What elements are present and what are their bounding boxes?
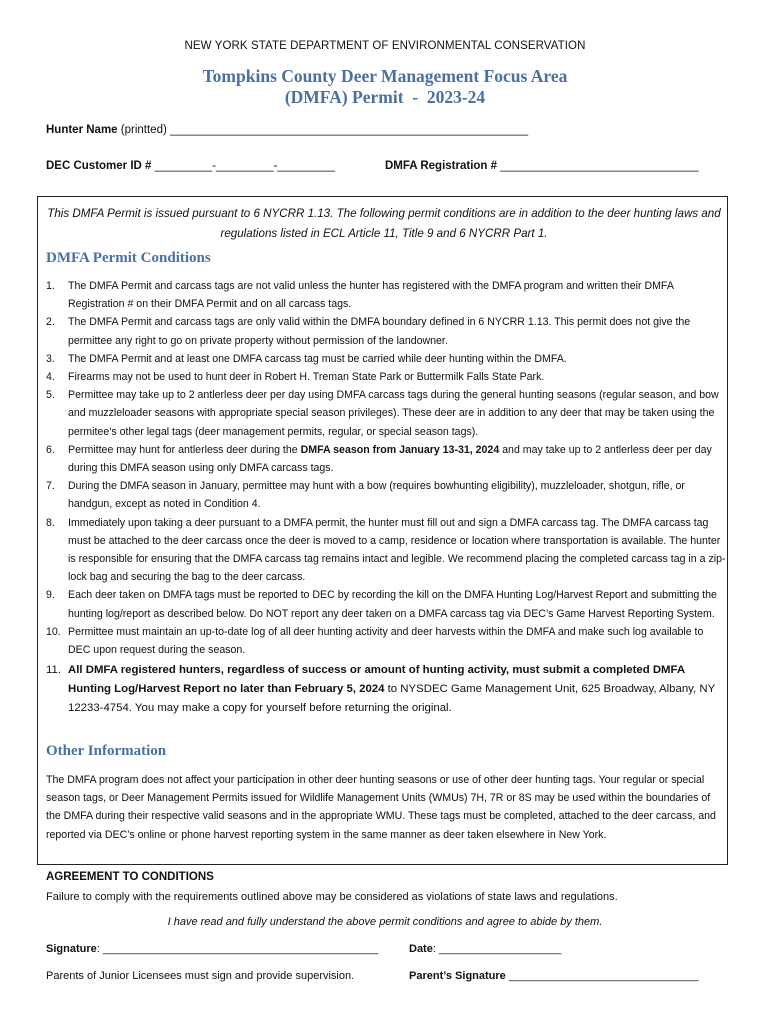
condition-text: The DMFA Permit and carcass tags are not valid unless the hunter has registered with the DMFA program and written their DMFA Registration # on their DMFA Permit and on all carcass tags. — [68, 280, 674, 311]
agreement-statement: I have read and fully understand the above permit conditions and agree to abide by them. — [167, 916, 603, 928]
condition-number: 6. — [46, 443, 55, 456]
customer-id-label: DEC Customer ID # — [46, 160, 155, 172]
hunter-name-blank[interactable]: ________________________________________________________ — [170, 124, 529, 136]
customer-id-field[interactable] — [46, 160, 335, 172]
condition-text: Permittee may take up to 2 antlerless deer per day using DMFA carcass tags during the general hunting seasons (regular season, and bow and muzzleloader seasons with appropriate special season privileges). These deer are in addition to any deer that may be taken using the permitee’s other legal tags (deer management permits, regular, or special season tags). — [68, 389, 719, 438]
condition-number: 4. — [46, 371, 55, 384]
permit-title — [0, 66, 770, 108]
intro-text: This DMFA Permit is issued pursuant to 6 NYCRR 1.13. The following permit conditions are in addition to the deer hunting laws and regulations listed in ECL Article 11, Title 9 and 6 NYCRR Part 1. — [47, 207, 721, 240]
date-label: Date — [409, 943, 433, 955]
conditions-list — [46, 277, 726, 718]
parent-signature-field[interactable] — [409, 970, 699, 982]
condition-number: 8. — [46, 516, 55, 529]
condition-text: The DMFA Permit and carcass tags are only valid within the DMFA boundary defined in 6 NYCRR 1.13. This permit does not give the permittee any right to go on private property without permission of the landowner. — [68, 316, 691, 347]
condition-item — [46, 350, 726, 368]
permit-title-line-2: (DMFA) Permit - 2023-24 — [284, 87, 486, 107]
condition-number: 2. — [46, 316, 55, 329]
condition-item — [46, 313, 726, 349]
hunter-name-note: (printted) — [117, 124, 170, 136]
condition-number: 5. — [46, 389, 55, 402]
agreement-heading: AGREEMENT TO CONDITIONS — [46, 871, 214, 883]
agreement-text: Failure to comply with the requirements outlined above may be considered as violations of state laws and regulations. — [46, 891, 618, 903]
customer-id-blank[interactable]: _________-_________-_________ — [154, 160, 335, 172]
parent-signature-blank[interactable]: _______________________________ — [505, 970, 699, 982]
condition-item — [46, 441, 726, 477]
condition-item — [46, 477, 726, 513]
condition-text: to NYSDEC Game Management Unit, 625 Broadway, Albany, NY 12233-4754. You may make a copy for yourself before returning the original. — [68, 683, 715, 715]
condition-number: 3. — [46, 352, 55, 365]
condition-number: 7. — [46, 480, 55, 493]
registration-label: DMFA Registration # — [385, 160, 501, 172]
condition-text: Firearms may not be used to hunt deer in Robert H. Treman State Park or Buttermilk Falls State Park. — [68, 371, 545, 384]
condition-number: 9. — [46, 589, 55, 602]
agency-name: NEW YORK STATE DEPARTMENT OF ENVIRONMENTAL CONSERVATION — [184, 40, 586, 52]
signature-field[interactable] — [46, 943, 378, 955]
hunter-name-field[interactable] — [46, 124, 528, 136]
condition-number: 11. — [46, 664, 61, 677]
condition-text: Each deer taken on DMFA tags must be reported to DEC by recording the kill on the DMFA Hunting Log/Harvest Report and submitting the hunting log/report as described below. Do NOT report any deer taken on a DMFA carcass tag via DEC’s Game Harvest Reporting System. — [68, 589, 717, 620]
signature-blank[interactable]: : _____________________________________________ — [96, 943, 379, 955]
other-info-text: The DMFA program does not affect your participation in other deer hunting seasons or use of other deer hunting tags. Your regular or special season tags, or Deer Management Permits issued for Wildlife Management Units (WMUs) 7H, 7R or 8S may be used within the boundaries of the DMFA during their respective valid seasons and in the appropriate WMU. These tags must be completed, attached to the deer carcass, and reported via DEC’s online or phone harvest reporting system in the same manner as deer taken elsewhere in New York. — [46, 774, 716, 841]
registration-blank[interactable]: _______________________________ — [500, 160, 699, 172]
condition-item — [46, 661, 726, 718]
junior-licensee-note: Parents of Junior Licensees must sign and provide supervision. — [46, 970, 355, 982]
signature-label: Signature — [46, 943, 97, 955]
condition-text: During the DMFA season in January, permittee may hunt with a bow (requires bowhunting eligibility), muzzleloader, shotgun, rifle, or handgun, except as noted in Condition 4. — [68, 480, 685, 511]
condition-number: 1. — [46, 280, 55, 292]
registration-field[interactable] — [385, 160, 699, 172]
permit-title-line-1: Tompkins County Deer Management Focus Area — [202, 66, 568, 86]
report-deadline: All DMFA registered hunters, regardless of success or amount of hunting activity, must submit a completed DMFA Hunting Log/Harvest Report no later than February 5, 2024 — [68, 664, 685, 696]
condition-text: and may take up to 2 antlerless deer per day during this DMFA season using only DMFA carcass tags. — [68, 443, 712, 475]
condition-item — [46, 277, 726, 313]
hunter-name-label: Hunter Name — [46, 124, 118, 136]
dmfa-season-dates: DMFA season from January 13-31, 2024 — [300, 443, 500, 456]
date-field[interactable] — [409, 943, 561, 955]
condition-item — [46, 514, 726, 587]
condition-item — [46, 623, 726, 659]
condition-text: Immediately upon taking a deer pursuant to a DMFA permit, the hunter must fill out and sign a DMFA carcass tag. The DMFA carcass tag must be attached to the deer carcass once the deer is moved to a camp, residence or location where transportation is available. The hunter is responsible for ensuring that the DMFA carcass tag remains intact and legible. We recommend placing the completed carcass tag in a zip-lock bag and securing the bag to the deer carcass. — [68, 516, 726, 584]
condition-text: The DMFA Permit and at least one DMFA carcass tag must be carried while deer hunting within the DMFA. — [68, 352, 567, 365]
other-info-heading: Other Information — [46, 743, 167, 759]
condition-item — [46, 586, 726, 622]
condition-number: 10. — [46, 625, 61, 638]
condition-item — [46, 368, 726, 386]
date-blank[interactable]: : ____________________ — [432, 943, 562, 955]
conditions-heading: DMFA Permit Conditions — [46, 250, 211, 266]
condition-text: Permittee may hunt for antlerless deer during the — [68, 443, 301, 456]
parent-signature-label: Parent’s Signature — [409, 970, 506, 982]
condition-item — [46, 386, 726, 441]
condition-text: Permittee must maintain an up-to-date log of all deer hunting activity and deer harvests within the DMFA and make such log available to DEC upon request during the season. — [68, 625, 704, 657]
